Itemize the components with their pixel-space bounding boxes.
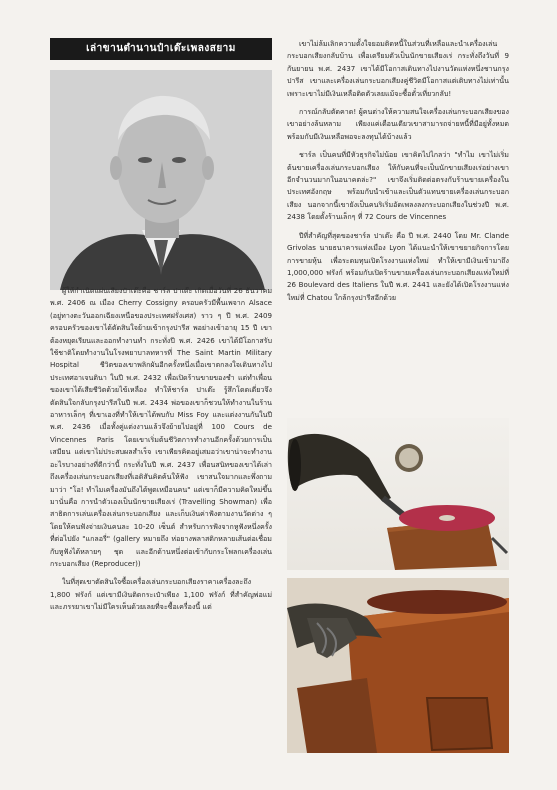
portrait-illustration [50, 70, 272, 290]
paragraph: ผู้ให้กำเนิดแผ่นเสียงป๋าเต๊ะคือ ชาร์ล ปาเต๊ะ เกิดเมื่อวันที่ 26 ธันวาคม พ.ศ. 2406 ณ เมือง Cherry Cossigny ครอบครัวมีพื้นเพจาก Alsace (อยู่ทางตะวันออกเฉียงเหนือของประเทศฝรั่งเศส) ราว ๆ ปี พ.ศ. 2409 ครอบครัวของเขาได้ตัดสินใจย้ายเข้ากรุงปารีส พอย่างเข้าอายุ 15 ปี เขาต้องหยุดเรียนและออกทำงานทำ กระทั่งปี พ.ศ. 2426 เขาได้มีโอกาสรับใช้ชาติโดยทำงานในโรงพยาบาลทหารที่ The Saint Martin Military Hospital ชีวิตของเขาพลิกผันอีกครั้งหนึ่งเมื่อเขาตกลงใจเดินทางไปประเทศอาเจนตินา ในปี พ.ศ. 2432 เพื่อเปิดร้านขายของชำ แต่ทำเพื่อนของเขาได้เสียชีวิตด้วยไข้เหลือง ทำให้ชาร์ล ปาเต๊ะ รู้สึกโดดเดี่ยวจึงตัดสินใจกลับกรุงปารีสในปี พ.ศ. 2434 พ่อของเขาก็ชวนให้ทำงานในร้านอาหารเล็กๆ ที่เขาเองที่ทำให้เขาได้พบกับ Miss Foy และแต่งงานกันในปี พ.ศ. 2436 เมื่อทั้งคู่แต่งงานแล้วจึงย้ายไปอยู่ที่ 100 Cours de Vincennes Paris โดยเขาเริ่มต้นชีวิตการทำงานอีกครั้งด้วยการเป็นเสมียน แต่เขาไม่ประสบผลสำเร็จ เขาเพียรคิดอยู่เสมอว่าเขาน่าจะทำงานอะไรบางอย่างที่ดีกว่านี้ กระทั่งในปี พ.ศ. 2437 เพื่อนสนิทของเขาได้เล่าถึงเครื่องเล่นกระบอกเสียงที่เอดิสันคิดค้นให้ฟัง เขาสนใจมากและพึ่งถามมาว่า "โอ! ทำไมเครื่องมันถึงได้พูดเหมือนคน" แต่เขาก็มีความคิดใหม่ขึ้นมานั่นคือ การนำตัวเองเป็นนักขายเสียงเร่ (Travelling Showman) เพื่อสาธิตการเล่นเครื่องเล่นกระบอกเสียง และเก็บเงินค่าฟังตามงานวัดต่าง ๆ โดยให้คนฟังจ่ายเงินคนละ 10-20 เซ็นต์ สำหรับการฟังจากหูฟังหนึ่งครั้ง ที่ต่อไปยัง "แกลอรี่" (gallery หมายถึง ห่อยางพลาสติกหลายเส้นต่อเชื่อมกับหูฟังได้หลายๆ ชุด และอีกด้านหนึ่งต่อเข้ากับกระโพลกเครื่องเล่นกระบอกเสียง (Reproducer)) [50, 286, 272, 568]
left-column-text [50, 285, 272, 620]
paragraph: ในที่สุดเขาตัดสินใจซื้อเครื่องเล่นกระบอกเสียงราคาเครื่องละถึง 1,800 ฟรังก์ แต่เขามีเงินติดกระเป๋าเพียง 1,100 ฟรังก์ ที่สำคัญพ่อแม่และภรรยาเขาไม่มีใครเห็นด้วยเลยที่จะซื้อเครื่องนี้ แต่ [50, 577, 272, 612]
gramophone-photo [287, 418, 509, 570]
gramophone-closeup-photo [287, 578, 509, 753]
paragraph: เขาไม่ล้มเลิกความตั้งใจยอมติดหนี้ในส่วนที่เหลือและนำเครื่องเล่นกระบอกเสียงกลับบ้าน เพื่อเตรียมตัวเป็นนักขายเสียงเร่ กระทั่งถึงวันที่ 9 กันยายน พ.ศ. 2437 เขาได้มีโอกาสเดินทางไปงานวัดแห่งหนึ่งชานกรุงปารีส เขาและเครื่องเล่นกระบอกเสียงคู่ชีวิตมีโอกาสแต่เติบทางไม่เท่านั้น เพราะเขาไม่มีเงินเหลือติดตัวเลยแม้จะซื้อตั๋วเที่ยวกลับ! [287, 39, 509, 98]
article-title: เล่าขานตำนานป๋าเต๊ะเพลงสยาม [50, 38, 272, 60]
gramophone-closeup-illustration [287, 578, 509, 753]
left-header-block [50, 38, 272, 290]
paragraph: ปีที่สำคัญที่สุดของชาร์ล ปาเต๊ะ คือ ปี พ.ศ. 2440 โดย Mr. Clande Grivolas นายธนาคารแห่งเมือง Lyon ได้แนะนำให้เขาขยายกิจการโดยการขายหุ้น เพื่อระดมทุนเปิดโรงงานแห่งใหม่ ทำให้เขามีเงินเข้ามาถึง 1,000,000 ฟรังก์ พร้อมกับเปิดร้านขายเครื่องเล่นกระบอกเสียงแห่งใหม่ที่ 26 Boulevard des Italiens ในปี พ.ศ. 2441 และยังได้เปิดโรงงานแห่งใหม่ที่ Chatou ใกล้กรุงปารีสอีกด้วย [287, 230, 509, 302]
gramophone-illustration [287, 418, 509, 570]
portrait-photo [50, 70, 272, 290]
paragraph: ชาร์ล เป็นคนที่มีหัวธุรกิจไม่น้อย เขาคิดไปไกลว่า "ทำไม เขาไม่เริ่มต้นขายเครื่องเล่นกระบอกเสียง ให้กับคนที่จะเป็นนักขายเสียงเร่อย่างเขาอีกจำนวนมากในอนาคตล่ะ?" เขาจึงเริ่มติดต่อตรงกับร้านขายเครื่องในประเทศอังกฤษ พร้อมกับนำเข้าและเป็นตัวแทนขายเครื่องเล่นกระบอกเสียง นอกจากนี้เขายังเป็นคนริเริ่มอัดเพลงลงกระบอกเสียงในช่วงปี พ.ศ. 2438 โดยตั้งร้านเล็กๆ ที่ 72 Cours de Vincennes [287, 150, 509, 222]
paragraph: การณ์กลับตัดคาด! ผู้คนต่างให้ความสนใจเครื่องเล่นกระบอกเสียงของเขาอย่างล้นหลาม เพียงแค่เดือนเดียวเขาสามารถจ่ายหนี้ที่มีอยู่ทั้งหมด พร้อมกับมีเงินเหลือพอจะลงทุนได้บ้างแล้ว [287, 107, 509, 141]
right-column-text [287, 38, 509, 310]
